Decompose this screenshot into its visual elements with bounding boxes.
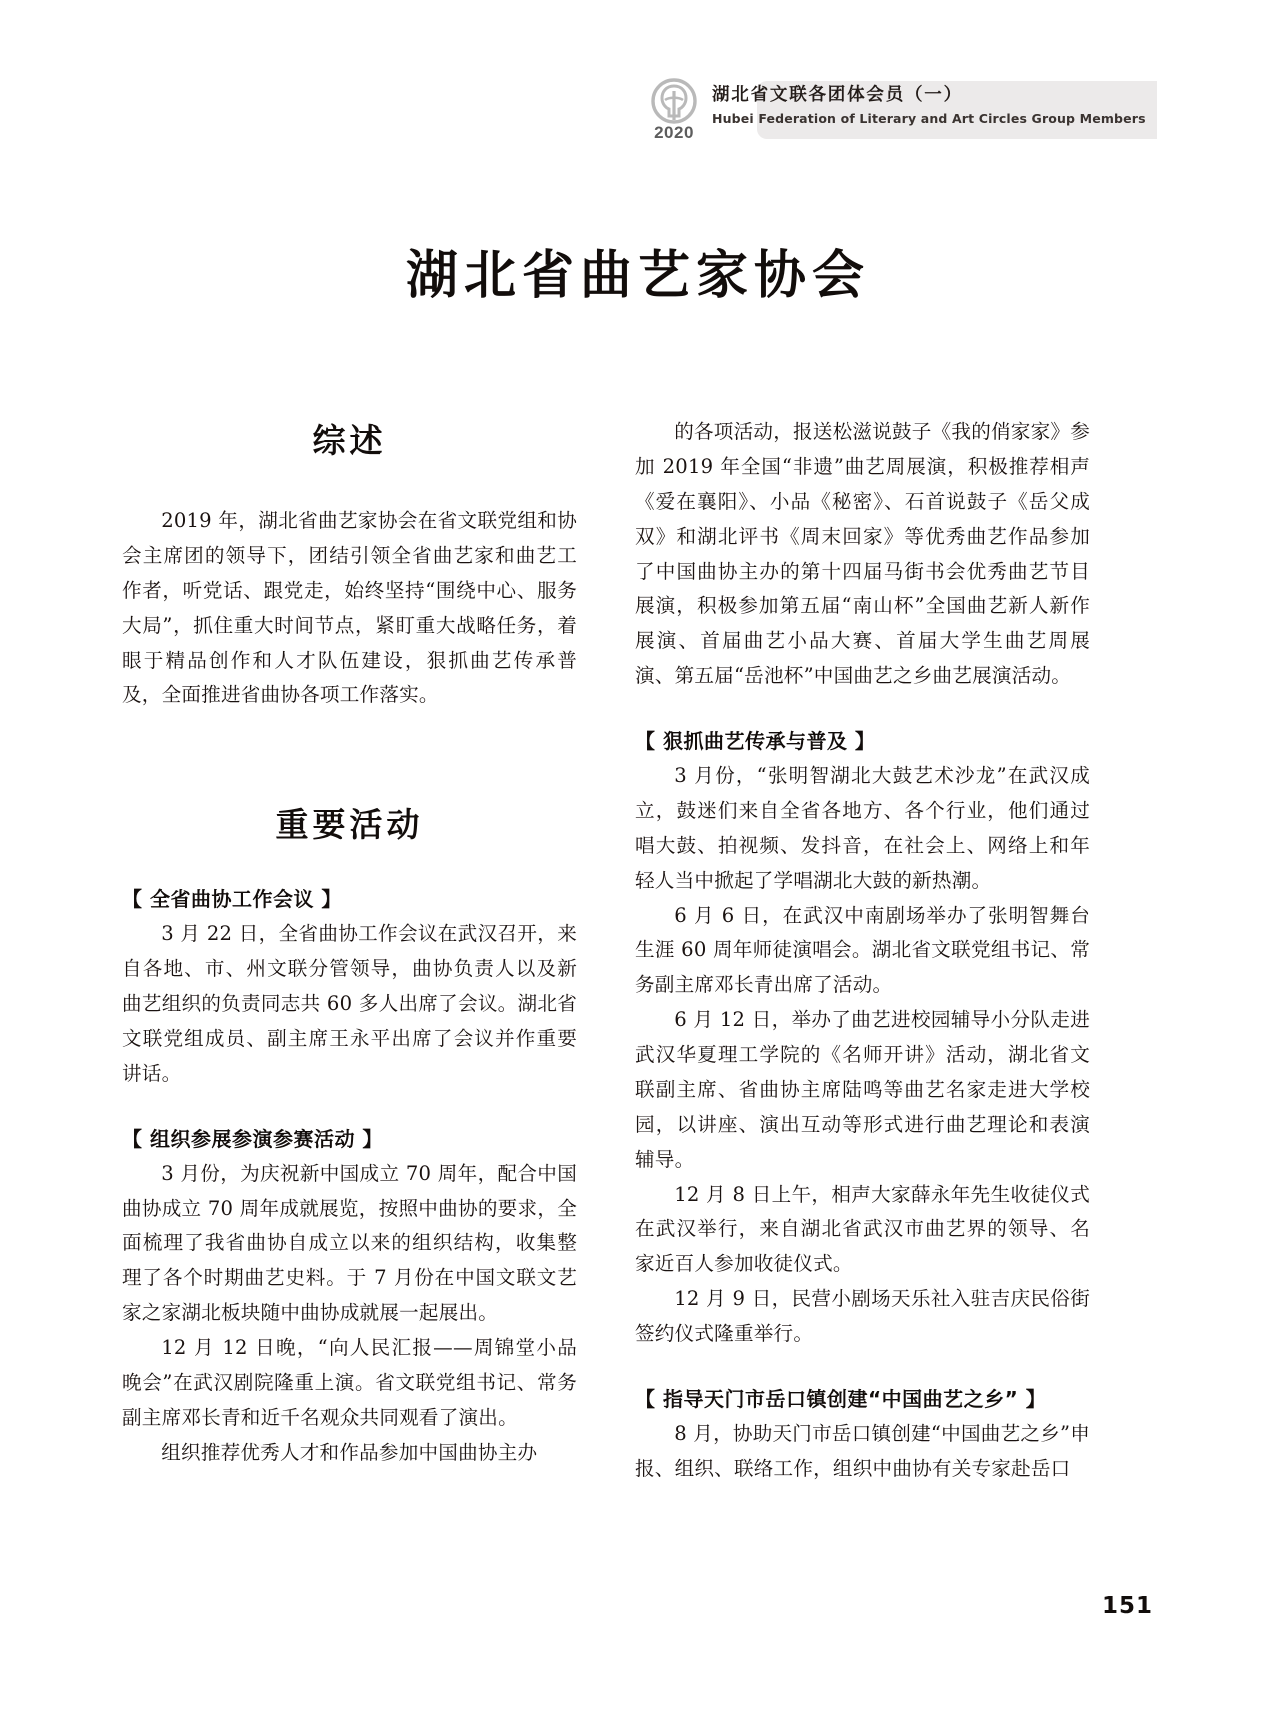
hubei-federation-emblem-icon [649, 78, 699, 126]
subsection-1-paragraph: 3 月 22 日，全省曲协工作会议在武汉召开，来自各地、市、州文联分管领导，曲协负责人以及新曲艺组织的负责同志共 60 多人出席了会议。湖北省文联党组成员、副主席王永平出席了会议并作重要讲话。 [122, 922, 577, 1085]
subsection-2-paragraph-2: 12 月 12 日晚，“向人民汇报——周锦堂小品晚会”在武汉剧院隆重上演。省文联党组书记、常务副主席邓长青和近千名观众共同观看了演出。 [122, 1336, 577, 1429]
right-column [635, 415, 1090, 1565]
subsection-2-paragraph-1: 3 月份，为庆祝新中国成立 70 周年，配合中国曲协成立 70 周年成就展览，按照中曲协的要求，全面梳理了我省曲协自成立以来的组织结构，收集整理了各个时期曲艺史料。于 7 月份在中国文联文艺家之家湖北板块随中曲协成就展一起展出。 [122, 1161, 577, 1325]
subsection-heading-inheritance-popularization: 【 狠抓曲艺传承与普及 】 [635, 729, 876, 753]
overview-paragraph: 2019 年，湖北省曲艺家协会在省文联党组和协会主席团的领导下，团结引领全省曲艺家和曲艺工作者，听党话、跟党走，始终坚持“围绕中心、服务大局”，抓住重大时间节点，紧盯重大战略任务，着眼于精品创作和人才队伍建设，狠抓曲艺传承普及，全面推进省曲协各项工作落实。 [122, 509, 577, 707]
subsection-3-paragraph-5: 12 月 9 日，民营小剧场天乐社入驻吉庆民俗街签约仪式隆重举行。 [635, 1287, 1090, 1345]
page-title: 湖北省曲艺家协会 [405, 244, 870, 306]
subsection-2-paragraph-3: 组织推荐优秀人才和作品参加中国曲协主办 [161, 1440, 538, 1464]
subsection-3-paragraph-3: 6 月 12 日，举办了曲艺进校园辅导小分队走进武汉华夏理工学院的《名师开讲》活动，湖北省文联副主席、省曲协主席陆鸣等曲艺名家走进大学校园，以讲座、演出互动等形式进行曲艺理论和表演辅导。 [635, 1008, 1090, 1171]
header-title-en: Hubei Federation of Literary and Art Circles Group Members [712, 110, 1146, 126]
subsection-3-paragraph-1: 3 月份，“张明智湖北大鼓艺术沙龙”在武汉成立，鼓迷们来自全省各地方、各个行业，他们通过唱大鼓、拍视频、发抖音，在社会上、网络上和年轻人当中掀起了学唱湖北大鼓的新热潮。 [635, 764, 1090, 892]
header-title-group [712, 84, 1146, 126]
left-column [122, 415, 577, 1565]
header-year: 2020 [654, 123, 694, 142]
continuation-paragraph: 的各项活动，报送松滋说鼓子《我的俏家家》参加 2019 年全国“非遗”曲艺周展演，积极推荐相声《爱在襄阳》、小品《秘密》、石首说鼓子《岳父成双》和湖北评书《周末回家》等优秀曲艺作品参加了中国曲协主办的第十四届马街书会优秀曲艺节目展演，积极参加第五届“南山杯”全国曲艺新人新作展演、首届曲艺小品大赛、首届大学生曲艺周展演、第五届“岳池杯”中国曲艺之乡曲艺展演活动。 [635, 420, 1090, 688]
page-running-header [0, 78, 1276, 144]
subsection-heading-provincial-meeting: 【 全省曲协工作会议 】 [122, 887, 342, 912]
subsection-heading-exhibition-performance: 【 组织参展参演参赛活动 】 [122, 1126, 383, 1151]
section-heading-overview: 综述 [312, 421, 387, 460]
subsection-4-paragraph: 8 月，协助天门市岳口镇创建“中国曲艺之乡”申报、组织、联络工作，组织中曲协有关专家赴岳口 [635, 1421, 1090, 1480]
page-number: 151 [1101, 1593, 1153, 1619]
subsection-3-paragraph-4: 12 月 8 日上午，相声大家薛永年先生收徒仪式在武汉举行，来自湖北省武汉市曲艺界的领导、名家近百人参加收徒仪式。 [635, 1182, 1090, 1276]
subsection-heading-tianmen-yuekou: 【 指导天门市岳口镇创建“中国曲艺之乡” 】 [635, 1386, 1047, 1411]
section-heading-activities: 重要活动 [275, 805, 424, 845]
header-title-cn: 湖北省文联各团体会员（一） [712, 85, 963, 105]
header-logo [637, 78, 711, 144]
subsection-3-paragraph-2: 6 月 6 日，在武汉中南剧场举办了张明智舞台生涯 60 周年师徒演唱会。湖北省文联党组书记、常务副主席邓长青出席了活动。 [635, 903, 1090, 997]
article-body [122, 415, 1154, 1565]
